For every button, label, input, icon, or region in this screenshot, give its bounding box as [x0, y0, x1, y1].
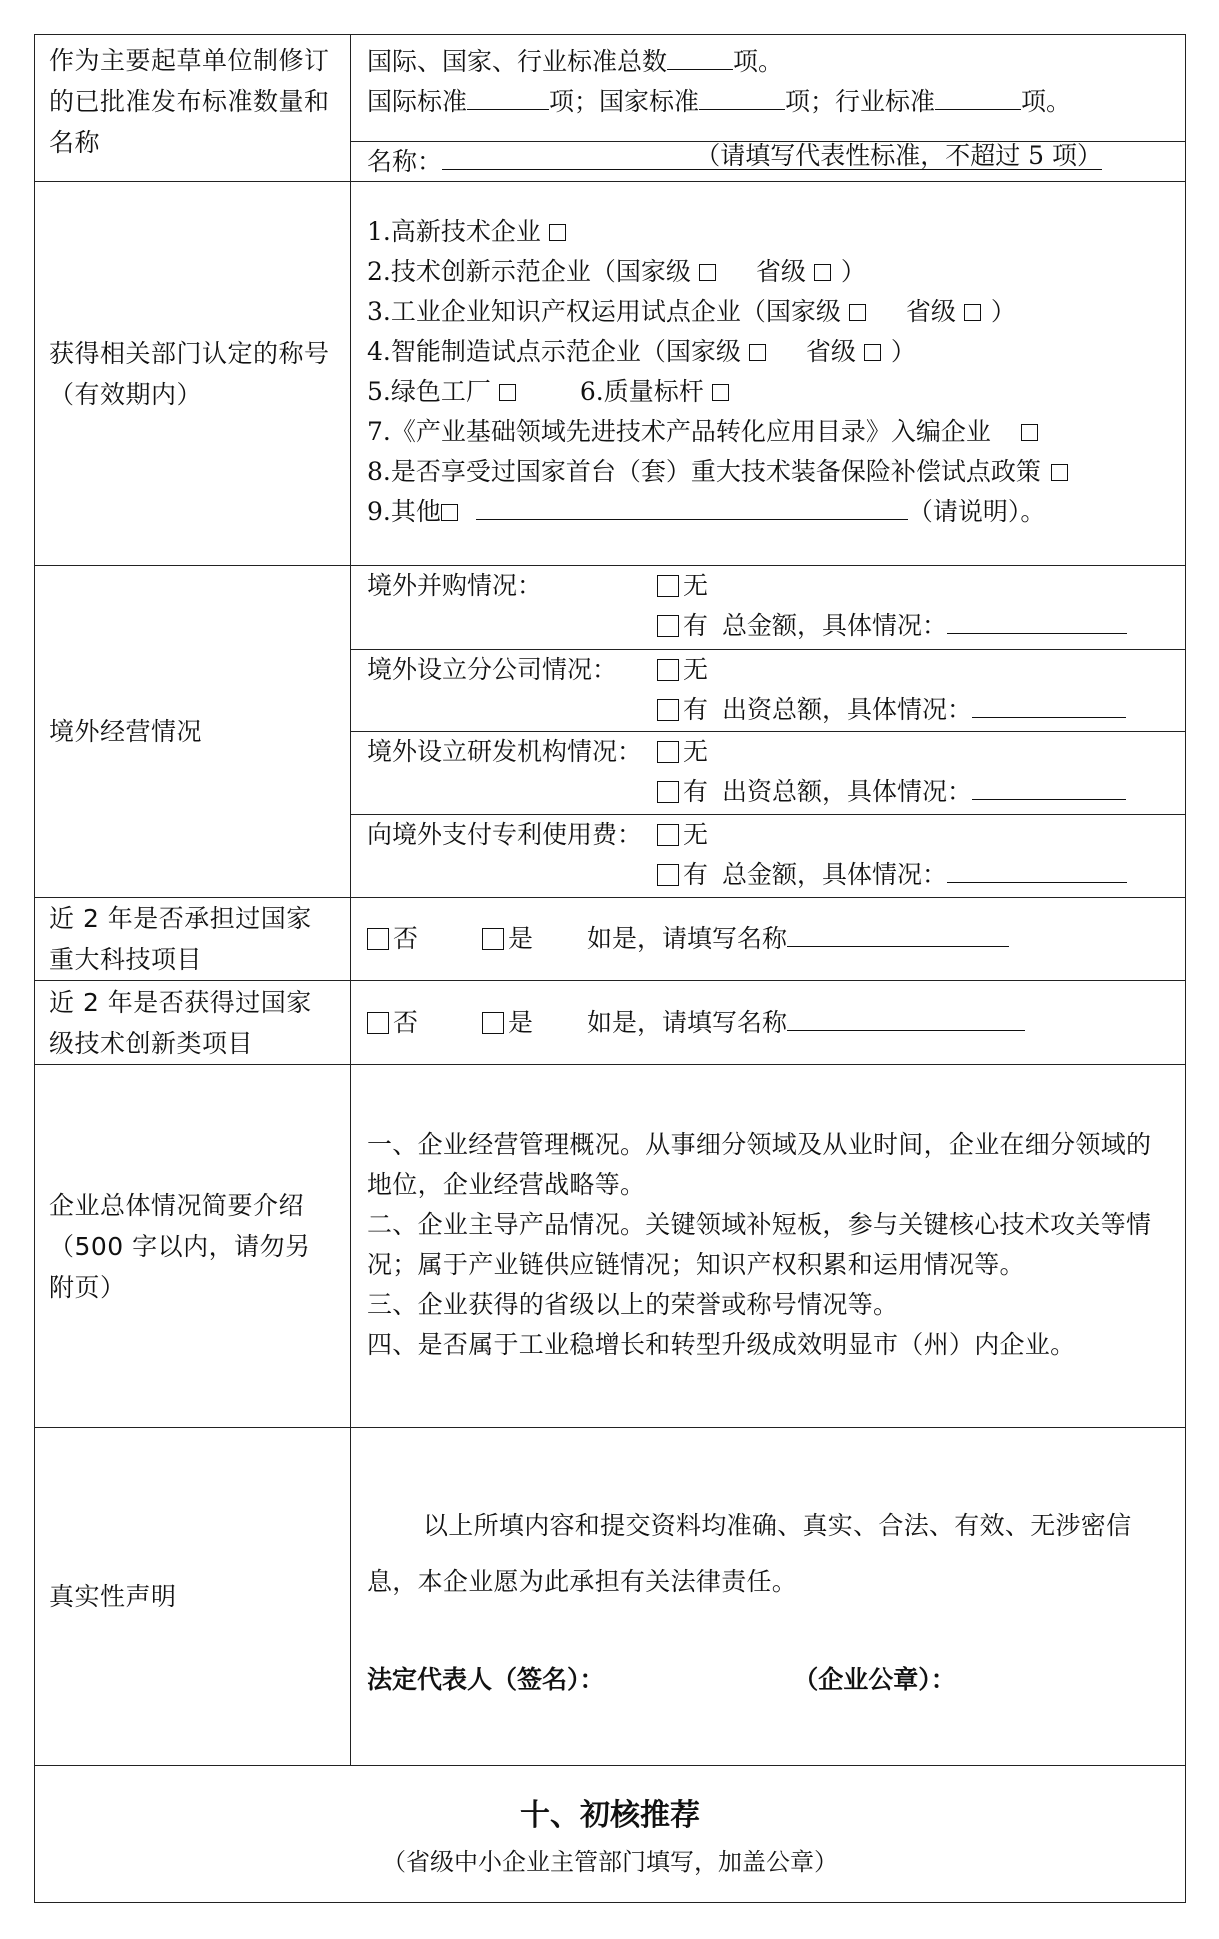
title-item-8: 8.是否享受过国家首台（套）重大技术装备保险补偿试点政策 [367, 457, 1041, 486]
overseas-patent-detail-label: 总金额，具体情况： [722, 860, 948, 889]
declaration-text: 以上所填内容和提交资料均准确、真实、合法、有效、无涉密信息，本企业愿为此承担有关法律责任。 [367, 1511, 1132, 1596]
title-item-4: 4.智能制造试点示范企业（国家级 [367, 337, 741, 366]
title-4-close: ） [890, 337, 916, 366]
titles-row [35, 182, 1185, 566]
overseas-patent-no-label: 无 [683, 820, 709, 849]
overseas-ma-yes-checkbox[interactable] [657, 615, 679, 637]
company-seal-label: （企业公章）： [793, 1665, 956, 1694]
intro-label: 企业总体情况简要介绍（500 字以内，请勿另附页） [35, 1065, 351, 1427]
major-project-label: 近 2 年是否承担过国家重大科技项目 [35, 898, 351, 980]
intro-point-3: 三、企业获得的省级以上的荣誉或称号情况等。 [367, 1290, 899, 1319]
overseas-ma-no-label: 无 [683, 571, 709, 600]
innovation-project-name-field[interactable] [787, 1004, 1025, 1031]
standards-name-field[interactable] [442, 143, 1102, 170]
innovation-project-no-checkbox[interactable] [367, 1012, 389, 1034]
overseas-branch-label: 境外设立分公司情况： [367, 655, 618, 684]
overseas-branch-no-label: 无 [683, 655, 709, 684]
intro-point-2: 二、企业主导产品情况。关键领域补短板，参与关键核心技术攻关等情况；属于产业链供应链情况；知识产权积累和运用情况等。 [367, 1210, 1152, 1279]
overseas-rd-yes-checkbox[interactable] [657, 781, 679, 803]
overseas-rd-detail-label: 出资总额，具体情况： [722, 777, 973, 806]
industry-standards-label: 项；行业标准 [785, 87, 936, 116]
section-ten-note: （省级中小企业主管部门填写，加盖公章） [382, 1848, 838, 1876]
title-item-6: 6.质量标杆 [579, 377, 704, 406]
overseas-ma-yes-label: 有 [683, 611, 709, 640]
standards-row [35, 35, 1185, 182]
title-1-checkbox[interactable] [549, 224, 566, 241]
title-9-hint: （请说明）。 [907, 497, 1046, 526]
innovation-project-yes-label: 是 [507, 1008, 533, 1037]
title-item-2: 2.技术创新示范企业（国家级 [367, 257, 691, 286]
innovation-project-no-label: 否 [393, 1008, 419, 1037]
intro-row [35, 1065, 1185, 1428]
innovation-project-hint: 如是，请填写名称 [586, 1008, 787, 1037]
title-6-checkbox[interactable] [712, 384, 729, 401]
innovation-project-label: 近 2 年是否获得过国家级技术创新类项目 [35, 981, 351, 1064]
major-project-no-label: 否 [393, 924, 419, 953]
title-2-close: ） [840, 257, 866, 286]
overseas-ma-no-checkbox[interactable] [657, 575, 679, 597]
standards-label: 作为主要起草单位制修订的已批准发布标准数量和名称 [35, 35, 351, 181]
major-project-yes-label: 是 [507, 924, 533, 953]
overseas-branch-detail-label: 出资总额，具体情况： [722, 695, 973, 724]
intro-content[interactable] [351, 1065, 1185, 1427]
title-4-provincial-label: 省级 [805, 337, 856, 366]
title-5-checkbox[interactable] [499, 384, 516, 401]
overseas-ma-label: 境外并购情况： [367, 571, 543, 600]
national-standards-field[interactable] [699, 83, 785, 110]
application-form [34, 34, 1186, 1903]
title-3-provincial-label: 省级 [905, 297, 956, 326]
overseas-rd-label: 境外设立研发机构情况： [367, 737, 643, 766]
title-4-provincial-checkbox[interactable] [864, 344, 881, 361]
major-project-no-checkbox[interactable] [367, 928, 389, 950]
title-2-provincial-checkbox[interactable] [814, 264, 831, 281]
overseas-row [35, 566, 1185, 898]
title-2-national-checkbox[interactable] [699, 264, 716, 281]
overseas-patent-yes-checkbox[interactable] [657, 864, 679, 886]
standards-total-unit: 项。 [733, 47, 784, 76]
overseas-label: 境外经营情况 [35, 566, 351, 897]
overseas-ma-detail-field[interactable] [947, 607, 1127, 634]
intro-point-1: 一、企业经营管理概况。从事细分领域及从业时间，企业在细分领域的地位，企业经营战略等。 [367, 1130, 1152, 1199]
declaration-row [35, 1428, 1185, 1766]
overseas-rd-detail-field[interactable] [972, 773, 1126, 800]
title-4-national-checkbox[interactable] [749, 344, 766, 361]
overseas-rd-yes-label: 有 [683, 777, 709, 806]
title-3-close: ） [990, 297, 1016, 326]
intl-standards-field[interactable] [467, 83, 549, 110]
major-project-name-field[interactable] [787, 920, 1009, 947]
title-item-3: 3.工业企业知识产权运用试点企业（国家级 [367, 297, 841, 326]
title-7-checkbox[interactable] [1021, 424, 1038, 441]
overseas-rd-no-label: 无 [683, 737, 709, 766]
intro-point-4: 四、是否属于工业稳增长和转型升级成效明显市（州）内企业。 [367, 1330, 1076, 1359]
major-project-yes-checkbox[interactable] [482, 928, 504, 950]
overseas-branch-no-checkbox[interactable] [657, 659, 679, 681]
industry-standards-unit: 项。 [1021, 87, 1072, 116]
title-9-checkbox[interactable] [441, 504, 458, 521]
national-standards-label: 项；国家标准 [549, 87, 700, 116]
intl-standards-label: 国际标准 [367, 87, 468, 116]
overseas-patent-no-checkbox[interactable] [657, 824, 679, 846]
title-3-national-checkbox[interactable] [849, 304, 866, 321]
standards-name-label: 名称： [367, 147, 443, 176]
title-item-5: 5.绿色工厂 [367, 377, 491, 406]
title-item-7: 7.《产业基础领域先进技术产品转化应用目录》入编企业 [367, 417, 991, 446]
innovation-project-row [35, 981, 1185, 1065]
overseas-patent-label: 向境外支付专利使用费： [367, 820, 643, 849]
legal-rep-signature-label: 法定代表人（签名）： [367, 1665, 605, 1694]
section-ten-row [35, 1766, 1185, 1904]
major-project-row [35, 898, 1185, 981]
overseas-patent-yes-label: 有 [683, 860, 709, 889]
standards-name-hint: （请填写代表性标准，不超过 5 项） [695, 141, 1103, 170]
overseas-ma-detail-label: 总金额，具体情况： [722, 611, 948, 640]
overseas-rd-no-checkbox[interactable] [657, 741, 679, 763]
title-8-checkbox[interactable] [1051, 464, 1068, 481]
title-9-other-field[interactable] [476, 493, 908, 520]
title-item-9: 9.其他 [367, 497, 441, 526]
titles-label: 获得相关部门认定的称号（有效期内） [35, 182, 351, 565]
title-2-provincial-label: 省级 [755, 257, 806, 286]
section-ten-title: 十、初核推荐 [520, 1798, 700, 1833]
major-project-hint: 如是，请填写名称 [586, 924, 787, 953]
overseas-branch-yes-checkbox[interactable] [657, 699, 679, 721]
title-item-1: 1.高新技术企业 [367, 217, 541, 246]
overseas-branch-yes-label: 有 [683, 695, 709, 724]
industry-standards-field[interactable] [935, 83, 1021, 110]
overseas-branch-detail-field[interactable] [972, 691, 1126, 718]
title-3-provincial-checkbox[interactable] [964, 304, 981, 321]
innovation-project-yes-checkbox[interactable] [482, 1012, 504, 1034]
standards-total-field[interactable] [667, 43, 733, 70]
standards-total-label: 国际、国家、行业标准总数 [367, 47, 668, 76]
declaration-label: 真实性声明 [35, 1428, 351, 1765]
overseas-patent-detail-field[interactable] [947, 856, 1127, 883]
